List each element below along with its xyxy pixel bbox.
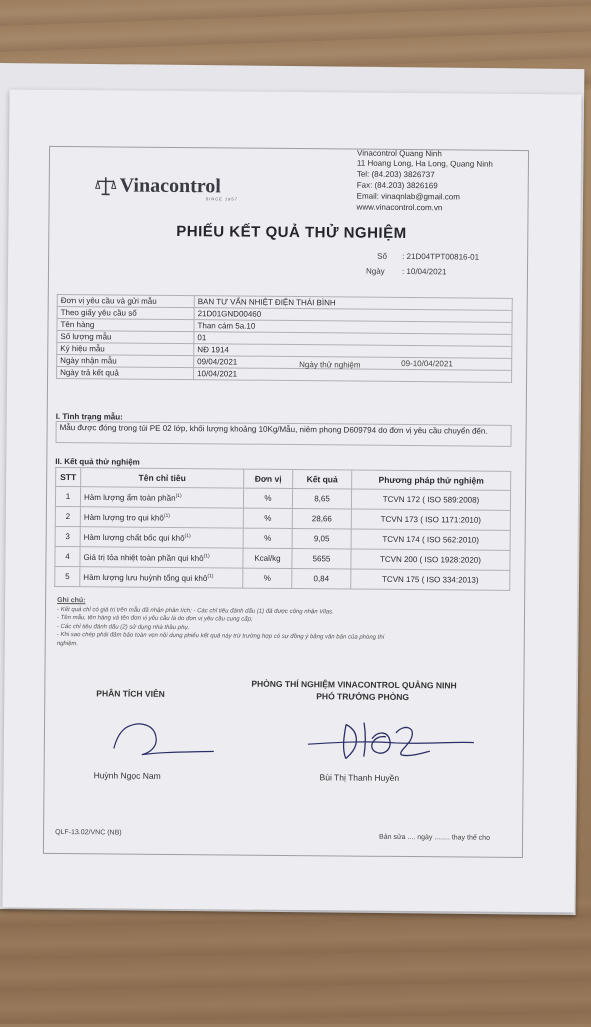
- result-stt: 3: [55, 526, 80, 546]
- balance-scale-icon: [95, 175, 117, 197]
- result-unit: %: [243, 568, 292, 588]
- branch-fax: Fax: (84.203) 3826169: [357, 181, 438, 191]
- status-text: Mẫu được đóng trong túi PE 02 lớp, khối lượng khoảng 10Kg/Mẫu, niêm phong D609794 do đơn vị yêu cầu chuyển đến.: [55, 421, 511, 447]
- info-value: 21D01GND00460: [194, 308, 512, 323]
- vilas-accredited-mark: (1): [204, 553, 210, 559]
- result-method: TCVN 173 ( ISO 1171:2010): [351, 509, 510, 530]
- test-date-value: 09-10/04/2021: [401, 359, 453, 368]
- result-unit: %: [243, 488, 292, 508]
- result-parameter-text: Giá trị tỏa nhiệt toàn phần qui khô: [83, 553, 203, 563]
- logo-since: SINCE 1957: [206, 196, 238, 201]
- result-parameter: [80, 487, 243, 508]
- vilas-accredited-mark: (1): [164, 513, 170, 519]
- result-method: TCVN 172 ( ISO 589:2008): [351, 489, 510, 510]
- note-line: - Kết quả chỉ có giá trị trên mẫu đã nhận phân tích; - Các chỉ tiêu đánh dấu (1) đã được công nhận Vilas.: [57, 605, 385, 616]
- notes-block: [57, 597, 385, 651]
- doc-date-value: : 10/04/2021: [402, 267, 447, 276]
- col-result: Kết quả: [293, 470, 352, 490]
- result-parameter-text: Hàm lượng ẩm toàn phần: [84, 493, 176, 503]
- info-value: 10/04/2021: [194, 368, 512, 383]
- lab-name: PHÒNG THÍ NGHIỆM VINACONTROL QUẢNG NINH: [251, 679, 456, 691]
- doc-date-label: Ngày: [366, 267, 385, 276]
- doc-number-value: : 21D04TPT00816-01: [402, 252, 479, 262]
- deputy-head-role: PHÓ TRƯỞNG PHÒNG: [316, 691, 409, 702]
- notes-heading: Ghi chú:: [57, 597, 385, 608]
- form-code: QLF-13.02/VNC (NB): [55, 829, 122, 837]
- note-line: - Tên mẫu, tên hàng và tên đơn vị yêu cầu là do đơn vị yêu cầu cung cấp;: [57, 614, 385, 625]
- info-label: Đơn vị yêu cầu và gửi mẫu: [57, 294, 194, 307]
- result-value: 28,66: [292, 509, 351, 530]
- result-parameter-text: Hàm lượng lưu huỳnh tổng qui khô: [83, 573, 207, 583]
- result-parameter: [80, 567, 243, 588]
- info-label: Số lượng mẫu: [57, 330, 194, 343]
- col-stt: STT: [56, 467, 81, 486]
- result-method: TCVN 175 ( ISO 334:2013): [351, 569, 510, 590]
- result-value: 8,65: [292, 489, 351, 510]
- analyst-role: PHÂN TÍCH VIÊN: [96, 688, 165, 699]
- result-row: [55, 566, 510, 590]
- info-value: 01: [194, 332, 512, 347]
- company-logo: Vinacontrol: [120, 175, 221, 199]
- info-label: Ngày trả kết quả: [57, 366, 194, 379]
- vilas-accredited-mark: (1): [185, 533, 191, 539]
- info-label: Theo giấy yêu cầu số: [57, 306, 194, 319]
- status-heading: I. Tình trạng mẫu:: [56, 412, 123, 422]
- vilas-accredited-mark: (1): [207, 573, 213, 579]
- result-stt: 2: [55, 506, 80, 526]
- info-label: Ký hiệu mẫu: [57, 342, 194, 355]
- result-parameter: [80, 527, 243, 548]
- test-date-label: Ngày thử nghiệm: [299, 360, 360, 370]
- doc-number-label: Số: [377, 252, 387, 261]
- result-unit: %: [243, 508, 292, 528]
- vilas-accredited-mark: (1): [176, 493, 182, 499]
- note-line: nghiệm.: [57, 639, 385, 650]
- info-value: BAN TƯ VẤN NHIỆT ĐIỆN THÁI BÌNH: [194, 296, 512, 311]
- result-method: TCVN 174 ( ISO 562:2010): [351, 529, 510, 550]
- document-title: PHIẾU KẾT QUẢ THỬ NGHIỆM: [176, 223, 406, 242]
- col-name: Tên chỉ tiêu: [81, 468, 244, 488]
- branch-tel: Tel: (84.203) 3826737: [357, 170, 435, 180]
- result-parameter-text: Hàm lượng chất bốc qui khô: [84, 533, 185, 543]
- results-heading: II. Kết quả thử nghiệm: [55, 457, 140, 467]
- deputy-head-signature: [306, 714, 476, 765]
- result-method: TCVN 200 ( ISO 1928:2020): [351, 549, 510, 570]
- info-label: Tên hàng: [57, 318, 194, 331]
- col-unit: Đơn vị: [244, 469, 293, 488]
- note-line: - Khi sao chép phải đảm bảo toàn vẹn nội dung phiếu kết quả này trừ trường hợp có sự đồng ý bằng văn bản của phòng thí: [57, 631, 385, 642]
- results-table: [54, 467, 511, 591]
- sample-info-table: [56, 294, 513, 383]
- branch-email: Email: vinaqnlab@gmail.com: [357, 192, 460, 202]
- result-parameter: [80, 547, 243, 568]
- branch-address: 11 Hoang Long, Ha Long, Quang Ninh: [357, 159, 493, 169]
- branch-name: Vinacontrol Quang Ninh: [357, 149, 442, 159]
- info-value: 09/04/2021: [194, 356, 512, 371]
- info-label: Ngày nhận mẫu: [57, 354, 194, 367]
- note-line: - Các chỉ tiêu đánh dấu (2) sử dụng nhà thầu phụ.: [57, 622, 385, 633]
- result-parameter-text: Hàm lượng tro qui khô: [84, 513, 164, 523]
- col-method: Phương pháp thử nghiệm: [352, 470, 511, 490]
- deputy-head-name: Bùi Thị Thanh Huyền: [320, 772, 400, 783]
- result-value: 5655: [292, 549, 351, 570]
- branch-website: www.vinacontrol.com.vn: [357, 203, 443, 213]
- result-value: 0,84: [292, 569, 351, 590]
- result-stt: 4: [55, 546, 80, 566]
- info-value: Than cám 5a.10: [194, 320, 512, 335]
- edition-info: Bản sửa .... ngày ........ thay thế cho: [379, 834, 490, 842]
- result-stt: 1: [55, 486, 80, 506]
- result-unit: %: [243, 528, 292, 548]
- analyst-signature: [106, 718, 216, 764]
- result-unit: Kcal/kg: [243, 548, 292, 568]
- result-stt: 5: [55, 566, 80, 586]
- analyst-name: Huỳnh Ngọc Nam: [94, 770, 161, 781]
- info-value: NĐ 1914: [194, 344, 512, 359]
- result-value: 9,05: [292, 529, 351, 550]
- result-parameter: [80, 507, 243, 528]
